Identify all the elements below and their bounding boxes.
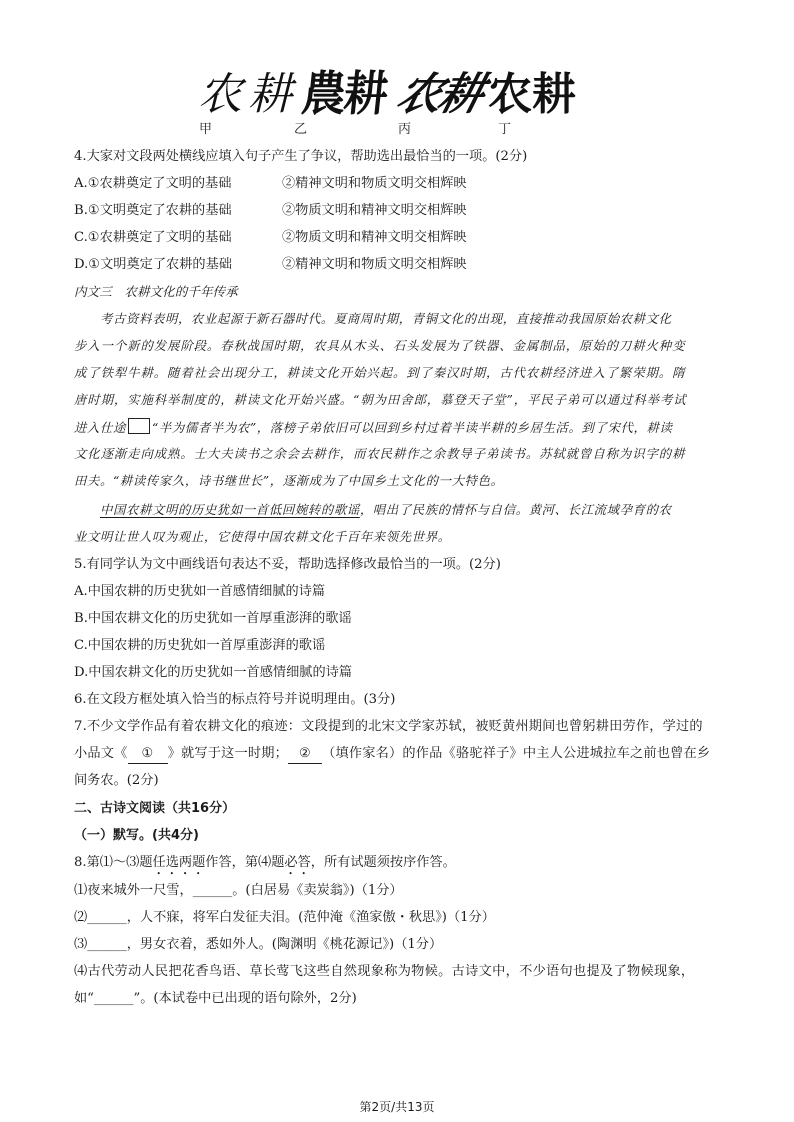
q4-option-a [74, 175, 467, 193]
label-bing: 丙 [398, 122, 412, 137]
passage3-p2-line1 [100, 501, 672, 519]
q8-item-3 [74, 936, 442, 954]
q8-intro [74, 854, 456, 878]
q8-item-2 [74, 909, 495, 927]
q4-d-part2: ②精神文明和物质文明交相辉映 [282, 257, 467, 272]
q8-item-3-post: ，男女衣着，悉如外人。(陶渊明《桃花源记》)（1分） [126, 937, 443, 952]
q8-item-4-blank[interactable]: ______ [93, 991, 134, 1006]
passage3-p1-line5-pre: 进入仕途 [74, 420, 126, 435]
q8-intro-mid: 作答，第⑷题 [205, 855, 285, 870]
passage3-p1-line2: 步入一个新的发展阶段。春秋战国时期，农具从木头、石头发展为了铁器、金属制品，原始的刀耕火种变 [74, 338, 686, 353]
q8-item-3-pre: ⑶ [74, 937, 88, 952]
q7-blank-2[interactable]: ② [288, 745, 322, 764]
page-number: 第2页/共13页 [359, 1100, 435, 1114]
passage3-p2-line1-rest: ，唱出了民族的情怀与自信。黄河、长江流域孕育的农 [359, 502, 672, 517]
label-jia: 甲 [199, 122, 213, 137]
passage3-heading: 内文三 农耕文化的千年传承 [74, 284, 238, 299]
q6-stem: 6.在文段方框处填入恰当的标点符号并说明理由。(3分) [74, 692, 396, 707]
q4-b-part1: B.①文明奠定了农耕的基础 [74, 203, 232, 218]
q8-intro-emphasis-2: 必答 [284, 855, 311, 870]
passage3-p1-line6: 文化逐渐走向成熟。士大夫读书之余会去耕作，而农民耕作之余教导子弟读书。苏轼就曾自称为识字的耕 [74, 446, 686, 461]
passage3-p1-line5-post: “半为儒者半为农”，落榜子弟依旧可以回到乡村过着半读半耕的乡居生活。到了宋代，耕读 [151, 420, 673, 435]
q8-intro-pre: 8.第⑴～⑶题 [74, 855, 153, 870]
section2-sub1: （一）默写。(共4分) [74, 828, 199, 843]
q4-stem: 4.大家对文段两处横线应填入句子产生了争议，帮助选出最恰当的一项。(2分) [74, 149, 528, 164]
label-ding: 丁 [498, 122, 512, 137]
q5-stem: 5.有同学认为文中画线语句表达不妥，帮助选择修改最恰当的一项。(2分) [74, 557, 501, 572]
q7-line2-b: 》就写于这一时期； [167, 746, 289, 761]
q7-line2-c: （填作家名）的作品《骆驼祥子》中主人公进城拉车之前也曾在乡 [322, 746, 711, 761]
q8-item-2-blank[interactable]: ______ [87, 910, 127, 925]
q8-item-4-line2 [74, 990, 357, 1008]
q7-line2 [74, 745, 710, 764]
punctuation-box[interactable] [128, 418, 150, 434]
passage3-p1-line1: 考古资料表明，农业起源于新石器时代。夏商周时期，青铜文化的出现，直接推动我国原始农耕文化 [100, 311, 672, 326]
passage3-p1-line3: 成了铁犁牛耕。随着社会出现分工，耕读文化开始兴起。到了秦汉时期，古代农耕经济进入了繁荣期。隋 [74, 365, 686, 380]
q4-a-part2: ②精神文明和物质文明交相辉映 [282, 176, 467, 191]
q5-option-c: C.中国农耕的历史犹如一首厚重澎湃的歌谣 [74, 638, 326, 653]
q4-a-part1: A.①农耕奠定了文明的基础 [74, 176, 232, 191]
passage3-p1-line4: 唐时期，实施科举制度的，耕读文化开始兴盛。“朝为田舍郎，慕登天子堂”，平民子弟可以通过科举考试 [74, 392, 687, 407]
section2-title: 二、古诗文阅读（共16分） [74, 801, 236, 816]
q8-item-4-post: ”。(本试卷中已出现的语句除外，2分) [133, 991, 357, 1006]
passage3-p2-line2: 业文明让世人叹为观止，它使得中国农耕文化千百年来领先世界。 [74, 529, 451, 544]
q4-option-c [74, 229, 467, 247]
calligraphy-bing: 农耕 [391, 69, 487, 120]
q8-item-2-pre: ⑵ [74, 910, 88, 925]
q8-item-1 [74, 882, 403, 900]
label-yi: 乙 [294, 122, 308, 137]
calligraphy-ding: 农耕 [488, 69, 576, 120]
calligraphy-yi: 農耕 [299, 66, 389, 122]
q4-c-part1: C.①农耕奠定了文明的基础 [74, 230, 232, 245]
q5-option-b: B.中国农耕文化的历史犹如一首厚重澎湃的歌谣 [74, 611, 352, 626]
q8-item-1-post: 。(白居易《卖炭翁》)（1分） [232, 883, 403, 898]
q8-item-1-pre: ⑴夜来城外一尺雪， [74, 883, 193, 898]
q4-option-d [74, 256, 467, 274]
q8-intro-post: ，所有试题须按序作答。 [310, 855, 456, 870]
q7-line1: 7.不少文学作品有着农耕文化的痕迹：文段提到的北宋文学家苏轼，被贬黄州期间也曾躬耕田劳作，学过的 [74, 719, 703, 734]
passage3-p1-line7: 田夫。“耕读传家久，诗书继世长”，逐渐成为了中国乡土文化的一大特色。 [74, 473, 504, 488]
q4-b-part2: ②物质文明和精神文明交相辉映 [282, 203, 467, 218]
underlined-sentence: 中国农耕文明的历史犹如一首低回婉转的歌谣 [100, 502, 360, 517]
q8-item-2-post: ，人不寐，将军白发征夫泪。(范仲淹《渔家傲・秋思》)（1分） [126, 910, 495, 925]
q8-item-4-line1: ⑷古代劳动人民把花香鸟语、草长莺飞这些自然现象称为物候。古诗文中，不少语句也提及了物候现象， [74, 964, 695, 979]
q5-option-d: D.中国农耕文化的历史犹如一首感情细腻的诗篇 [74, 665, 353, 680]
passage3-p1-line5 [74, 418, 672, 437]
q7-blank-1[interactable]: ① [128, 745, 168, 764]
q8-item-4-pre: 如“ [74, 991, 94, 1006]
q4-option-b [74, 202, 467, 220]
q8-item-1-blank[interactable]: ______ [192, 883, 233, 898]
q8-item-3-blank[interactable]: ______ [87, 937, 127, 952]
calligraphy-jia: 农耕 [198, 69, 298, 120]
q4-c-part2: ②物质文明和精神文明交相辉映 [282, 230, 467, 245]
q8-intro-emphasis-1: 任选两题 [152, 855, 206, 870]
q7-line2-a: 小品文《 [74, 746, 128, 761]
q7-line3: 间务农。(2分) [74, 773, 159, 788]
q4-d-part1: D.①文明奠定了农耕的基础 [74, 257, 232, 272]
q5-option-a: A.中国农耕的历史犹如一首感情细腻的诗篇 [74, 584, 326, 599]
